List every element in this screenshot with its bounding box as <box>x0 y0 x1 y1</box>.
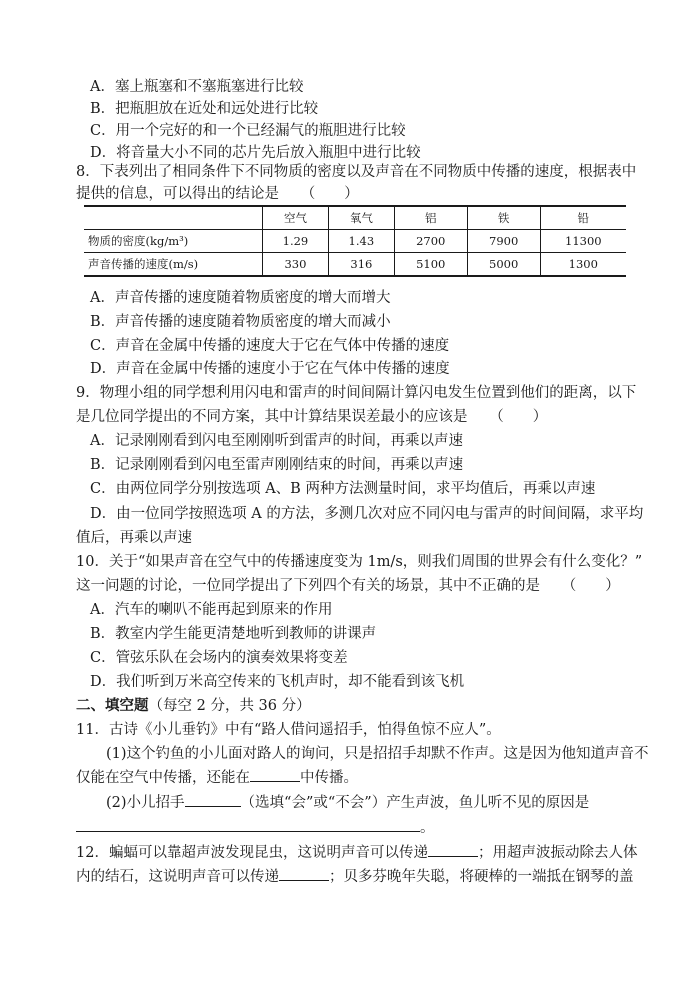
q11-period: 。 <box>420 820 435 836</box>
section-title: 二、填空题 <box>76 697 149 714</box>
q8-stem-line1: 8．下表列出了相同条件下不同物质的密度以及声音在不同物质中传播的速度，根据表中 <box>76 164 637 180</box>
q8-option-c: C．声音在金属中传播的速度大于它在气体中传播的速度 <box>90 338 450 354</box>
q7-option-a: A．塞上瓶塞和不塞瓶塞进行比较 <box>90 79 304 95</box>
answer-blank[interactable] <box>279 866 329 881</box>
q10-option-c: C．管弦乐队在会场内的演奏效果将变差 <box>90 650 348 666</box>
table-row <box>84 253 626 277</box>
q9-option-d-continued: 值后，再乘以声速 <box>76 530 192 546</box>
answer-blank[interactable] <box>250 767 300 782</box>
q7-option-d: D．将音量大小不同的芯片先后放入瓶胆中进行比较 <box>90 145 421 161</box>
q7-option-b: B．把瓶胆放在近处和远处进行比较 <box>90 101 319 117</box>
table-header-cell: 铁 <box>467 206 540 230</box>
table-cell: 330 <box>263 253 329 277</box>
table-header-cell <box>84 206 263 230</box>
q9-stem-line1: 9．物理小组的同学想利用闪电和雷声的时间间隔计算闪电发生位置到他们的距离，以下 <box>76 385 637 401</box>
table-cell: 1.29 <box>263 230 329 253</box>
table-row <box>84 230 626 253</box>
q9-option-b: B．记录刚刚看到闪电至雷声刚刚结束的时间，再乘以声速 <box>90 457 464 473</box>
q11-part1-line1: (1)这个钓鱼的小儿面对路人的询问，只是招招手却默不作声。这是因为他知道声音不 <box>106 746 649 762</box>
q12-text: 12．蝙蝠可以靠超声波发现昆虫，这说明声音可以传递 <box>76 845 428 861</box>
section-heading <box>76 695 311 717</box>
q7-option-c: C．用一个完好的和一个已经漏气的瓶胆进行比较 <box>90 123 406 139</box>
table-cell: 2700 <box>394 230 467 253</box>
table-header-row <box>84 206 626 230</box>
density-speed-table <box>84 205 626 277</box>
table-header-cell: 空气 <box>263 206 329 230</box>
table-header-cell: 氧气 <box>328 206 394 230</box>
q8-stem-line2: 提供的信息，可以得出的结论是 （ ） <box>76 186 359 202</box>
table-cell: 5100 <box>394 253 467 277</box>
table-header-cell: 铝 <box>394 206 467 230</box>
q12-text: ；贝多芬晚年失聪，将硬棒的一端抵在钢琴的盖 <box>329 869 634 885</box>
answer-blank[interactable] <box>76 817 420 832</box>
table-cell: 物质的密度(kg/m³) <box>84 230 263 253</box>
q12-text: ；用超声波振动除去人体 <box>477 845 638 861</box>
table-header-cell: 铅 <box>540 206 626 230</box>
q11-part2-text: (2)小儿招手 <box>106 795 185 811</box>
q12-line1 <box>76 842 637 864</box>
q11-part1-text-end: 中传播。 <box>300 770 358 786</box>
q8-option-b: B．声音传播的速度随着物质密度的增大而减小 <box>90 314 391 330</box>
table-cell: 5000 <box>467 253 540 277</box>
table-cell: 1300 <box>540 253 626 277</box>
q10-stem-line2: 这一问题的讨论，一位同学提出了下列四个有关的场景，其中不正确的是 （ ） <box>76 578 620 594</box>
section-note: （每空 2 分，共 36 分） <box>148 698 311 714</box>
table-cell: 声音传播的速度(m/s) <box>84 253 263 277</box>
q9-option-c: C．由两位同学分别按选项 A、B 两种方法测量时间，求平均值后，再乘以声速 <box>90 481 596 497</box>
q9-option-d: D．由一位同学按照选项 A 的方法，多测几次对应不同闪电与雷声的时间间隔，求平均 <box>90 506 644 522</box>
q10-stem-line1: 10．关于“如果声音在空气中的传播速度变为 1m/s，则我们周围的世界会有什么变化？” <box>76 554 643 570</box>
q11-part1-line2 <box>76 767 358 789</box>
table-cell: 7900 <box>467 230 540 253</box>
table-cell: 1.43 <box>328 230 394 253</box>
q9-option-a: A．记录刚刚看到闪电至刚刚听到雷声的时间，再乘以声速 <box>90 433 463 449</box>
answer-blank[interactable] <box>428 842 478 857</box>
q9-stem-line2: 是几位同学提出的不同方案，其中计算结果误差最小的应该是 （ ） <box>76 409 548 425</box>
q10-option-b: B．教室内学生能更清楚地听到教师的讲课声 <box>90 626 377 642</box>
q11-stem: 11．古诗《小儿垂钓》中有“路人借问遥招手，怕得鱼惊不应人”。 <box>76 722 501 738</box>
q8-option-a: A．声音传播的速度随着物质密度的增大而增大 <box>90 290 391 306</box>
q10-option-d: D．我们听到万米高空传来的飞机声时，却不能看到该飞机 <box>90 674 465 690</box>
q11-part2-text-end: （选填“会”或“不会”）产生声波，鱼儿听不见的原因是 <box>240 795 590 811</box>
q11-part2-line <box>106 792 589 814</box>
table-cell: 316 <box>328 253 394 277</box>
q12-line2 <box>76 866 634 888</box>
answer-blank[interactable] <box>185 792 241 807</box>
q11-part1-text: 仅能在空气中传播，还能在 <box>76 770 250 786</box>
q11-part2-answer-line <box>76 817 435 839</box>
q10-option-a: A．汽车的喇叭不能再起到原来的作用 <box>90 602 333 618</box>
q12-text: 内的结石，这说明声音可以传递 <box>76 869 279 885</box>
q8-option-d: D．声音在金属中传播的速度小于它在气体中传播的速度 <box>90 361 450 377</box>
table-cell: 11300 <box>540 230 626 253</box>
